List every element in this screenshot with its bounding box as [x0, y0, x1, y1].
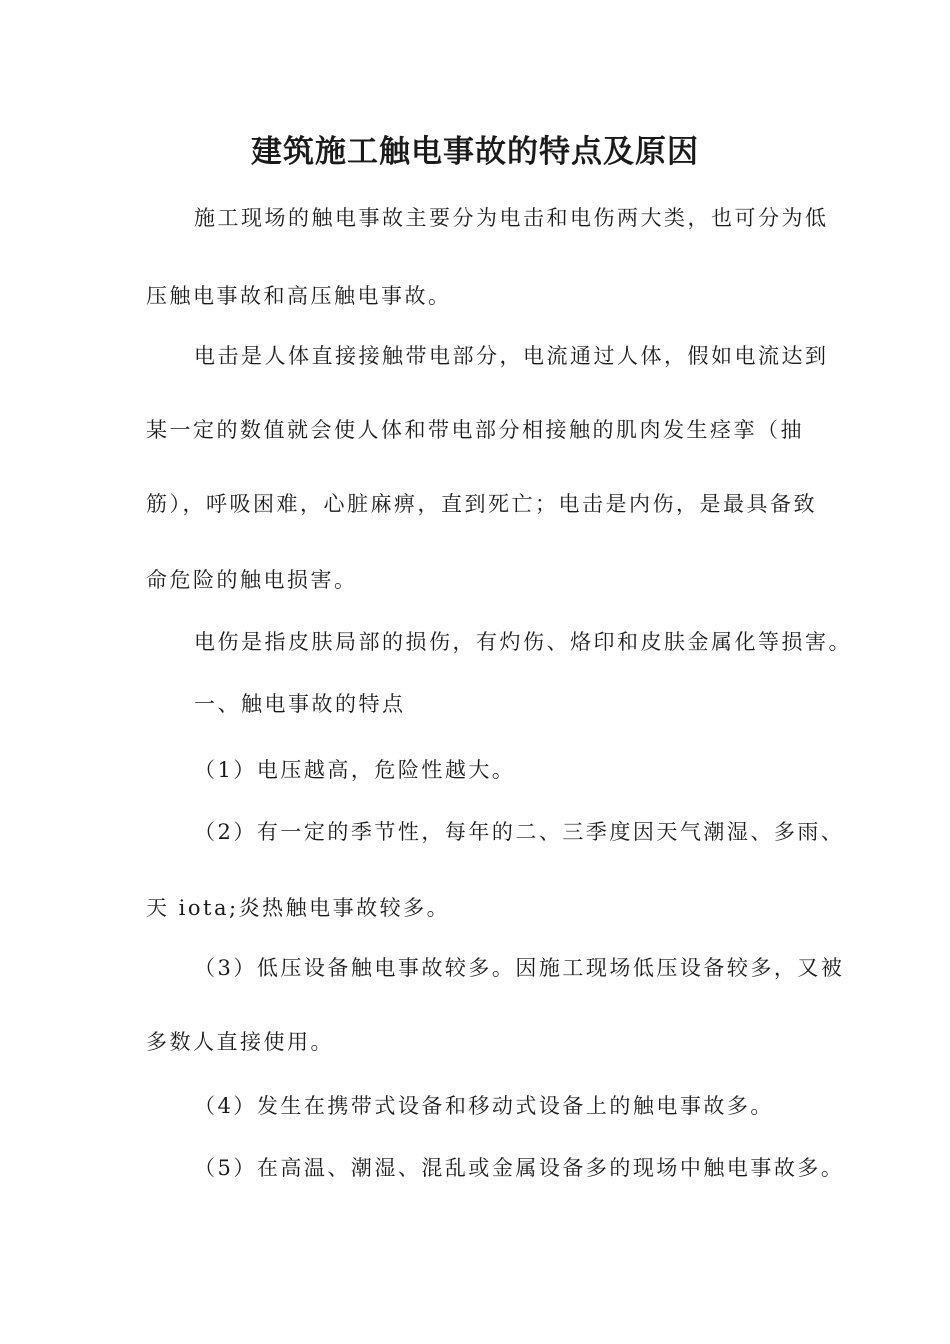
- list-item-1: （1）电压越高，危险性越大。: [194, 758, 516, 782]
- section-heading-1: 一、触电事故的特点: [194, 692, 406, 716]
- list-item-2-line-1: （2）有一定的季节性，每年的二、三季度因天气潮湿、多雨、: [194, 820, 845, 844]
- paragraph-1-line-1: 施工现场的触电事故主要分为电击和电伤两大类，也可分为低: [194, 206, 829, 230]
- paragraph-2-line-4: 命危险的触电损害。: [146, 568, 358, 592]
- list-item-3-line-1: （3）低压设备触电事故较多。因施工现场低压设备较多，又被: [194, 956, 845, 980]
- list-item-5: （5）在高温、潮湿、混乱或金属设备多的现场中触电事故多。: [194, 1156, 845, 1180]
- paragraph-3-line-1: 电伤是指皮肤局部的损伤，有灼伤、烙印和皮肤金属化等损害。: [194, 630, 852, 654]
- document-title: 建筑施工触电事故的特点及原因: [251, 134, 699, 170]
- paragraph-2-line-1: 电击是人体直接接触带电部分，电流通过人体，假如电流达到: [194, 344, 829, 368]
- paragraph-1-line-2: 压触电事故和高压触电事故。: [146, 284, 452, 308]
- paragraph-2-line-2: 某一定的数值就会使人体和带电部分相接触的肌肉发生痉挛（抽: [146, 418, 804, 442]
- list-item-4: （4）发生在携带式设备和移动式设备上的触电事故多。: [194, 1094, 774, 1118]
- list-item-3-line-2: 多数人直接使用。: [146, 1030, 334, 1054]
- paragraph-2-line-3: 筋），呼吸困难，心脏麻痹，直到死亡；电击是内伤，是最具备致: [146, 492, 817, 516]
- list-item-2-line-2: 天 iota;炎热触电事故较多。: [146, 896, 451, 920]
